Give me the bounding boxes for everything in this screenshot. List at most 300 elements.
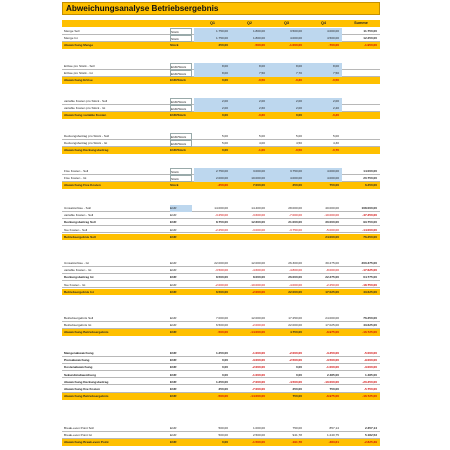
row-label: Abweichung Fixe Kosten <box>64 183 101 188</box>
value-cell-q4[interactable]: -10.000,00 <box>324 213 339 218</box>
value-cell-q1[interactable]: 7.000,00 <box>215 316 228 320</box>
row-label: Break-even Point Soll <box>64 426 94 430</box>
sum-cell: 2.357,14 <box>364 426 377 430</box>
table-row <box>62 227 380 234</box>
table-row <box>62 372 380 379</box>
value-cell-q4[interactable]: 750,00 <box>329 387 339 391</box>
table-row <box>62 42 380 49</box>
value-cell-q1[interactable]: 250,00 <box>218 43 228 48</box>
row-label: Kostenabweichung <box>64 365 93 370</box>
value-cell-q4[interactable]: 30.000,00 <box>325 220 339 225</box>
value-cell-q1[interactable]: 250,00 <box>218 387 228 391</box>
table-row <box>62 425 380 432</box>
value-cell-q2[interactable]: -3.600,00 <box>251 213 265 218</box>
sum-cell: 93.750,00 <box>363 220 377 225</box>
value-cell-q4[interactable]: 4.000,00 <box>305 175 342 182</box>
unit-cell: EUR <box>170 440 177 445</box>
value-cell-q2[interactable]: -1,00 <box>257 148 265 153</box>
row-label: Abweichung variable Kosten <box>64 113 107 118</box>
value-cell-q1[interactable]: 0,00 <box>221 78 228 83</box>
value-cell-q1[interactable]: 8,00 <box>194 63 231 70</box>
value-cell-q3[interactable]: 3.500,00 <box>268 28 305 35</box>
value-cell-q2[interactable]: 1.800,00 <box>231 28 268 35</box>
value-cell-q3[interactable]: -7.000,00 <box>288 213 302 218</box>
unit-cell: EUR/Stück <box>170 98 192 105</box>
unit-cell: EUR <box>170 268 177 273</box>
table-row <box>62 322 380 329</box>
row-label: Abweichung Menge <box>64 43 94 48</box>
column-header-row <box>62 20 380 27</box>
sum-cell: -1.950,00 <box>363 43 377 48</box>
table-row <box>62 112 380 119</box>
value-cell-q3[interactable]: -0,30 <box>294 78 302 83</box>
row-label: Preisabweichung <box>64 358 90 363</box>
row-label: Betriebsergebnis Ist <box>64 289 94 294</box>
value-cell-q3[interactable]: 5,00 <box>295 134 302 138</box>
value-cell-q1[interactable]: 500,00 <box>218 426 228 430</box>
row-label: Erlöse pro Stück - Ist <box>64 71 93 76</box>
column-header-q1: Q1 <box>209 21 216 25</box>
value-cell-q3[interactable]: 28.000,00 <box>288 206 302 210</box>
unit-cell: EUR <box>170 358 177 363</box>
column-header-sum: Summe <box>354 21 368 25</box>
value-cell-q2[interactable]: 12.600,00 <box>251 220 265 225</box>
unit-cell: EUR <box>170 351 177 355</box>
unit-cell: EUR/Stück <box>170 70 192 77</box>
row-label: Deckungsbeitrag pro Stück - Soll <box>64 134 110 138</box>
row-label: variable Kosten - Ist <box>64 268 92 273</box>
value-cell-q2[interactable]: 7,50 <box>231 70 268 77</box>
value-cell-q3[interactable]: -4.500,00 <box>288 379 302 384</box>
value-cell-q1[interactable]: 2,00 <box>194 98 231 105</box>
sum-cell: 1.485,00 <box>364 372 377 377</box>
row-label: Menge Soll <box>64 29 80 33</box>
value-cell-q3[interactable]: 22.000,00 <box>288 289 302 294</box>
row-label: Sekundärabweichung <box>64 372 96 377</box>
value-cell-q3[interactable]: 0,00 <box>295 372 302 377</box>
value-cell-q2[interactable]: -10.000,00 <box>250 282 265 287</box>
sum-cell: -5.750,00 <box>363 387 377 391</box>
sum-cell: 108.000,00 <box>361 206 377 210</box>
table-row <box>62 63 380 70</box>
row-label: Deckungsbeitrag Soll <box>64 220 96 225</box>
value-cell-q4[interactable]: 5,00 <box>332 134 339 138</box>
value-cell-q1[interactable]: 2.750,00 <box>194 168 231 175</box>
value-cell-q1[interactable]: -3.250,00 <box>214 213 228 218</box>
sum-cell: 200.375,00 <box>361 261 377 265</box>
table-row <box>62 364 380 371</box>
value-cell-q3[interactable]: 4.000,00 <box>268 175 305 182</box>
table-row <box>62 260 380 267</box>
row-label: Deckungsbeitrag pro Stück - Ist <box>64 141 108 146</box>
value-cell-q2[interactable]: 1.000,00 <box>252 426 265 430</box>
unit-cell: EUR <box>170 426 177 430</box>
value-cell-q4[interactable]: 30.275,00 <box>325 261 339 265</box>
value-cell-q3[interactable]: 4,50 <box>295 141 302 146</box>
unit-cell: Stück <box>170 183 179 188</box>
table-row <box>62 393 380 400</box>
value-cell-q3[interactable]: 26.000,00 <box>288 275 302 280</box>
unit-cell: EUR/Stück <box>170 63 192 70</box>
value-cell-q2[interactable]: -7.000,00 <box>251 387 265 391</box>
value-cell-q1[interactable]: 8,00 <box>194 70 231 77</box>
row-label: Mengenabweichung <box>64 351 94 355</box>
value-cell-q3[interactable]: 250,00 <box>292 387 302 391</box>
value-cell-q3[interactable]: 22.000,00 <box>288 323 302 328</box>
value-cell-q1[interactable]: 5,00 <box>221 141 228 146</box>
sum-cell: -14.000,00 <box>362 227 377 232</box>
unit-cell: EUR <box>170 205 192 212</box>
sum-cell: -16.725,00 <box>362 394 377 399</box>
value-cell-q3[interactable]: 250,00 <box>292 183 302 188</box>
sum-cell <box>342 147 380 154</box>
value-cell-q2[interactable]: -14.000,00 <box>250 394 265 399</box>
value-cell-q2[interactable]: 12.000,00 <box>251 261 265 265</box>
row-label: Break-even Point Ist <box>64 433 92 438</box>
value-cell-q3[interactable]: 21.000,00 <box>288 220 302 225</box>
table-row <box>62 234 380 241</box>
value-cell-q2[interactable]: 10.000,00 <box>231 175 268 182</box>
value-cell-q3[interactable]: 2,00 <box>268 98 305 105</box>
table-row <box>62 147 380 154</box>
value-cell-q3[interactable]: 941,78 <box>292 433 302 438</box>
unit-cell: EUR/Stück <box>170 105 192 112</box>
table-row <box>62 386 380 393</box>
table-row <box>62 350 380 357</box>
value-cell-q2[interactable]: -7.000,00 <box>251 379 265 384</box>
value-cell-q1[interactable]: 2.000,00 <box>194 175 231 182</box>
value-cell-q3[interactable] <box>268 234 305 241</box>
value-cell-q2[interactable]: -4.600,00 <box>251 268 265 273</box>
value-cell-q1[interactable]: 1.250,00 <box>215 379 228 384</box>
value-cell-q2[interactable]: -3.000,00 <box>251 227 265 232</box>
value-cell-q4[interactable]: -10.000,00 <box>324 379 339 384</box>
value-cell-q3[interactable]: 26.300,00 <box>288 261 302 265</box>
sum-cell: -16.725,00 <box>362 330 377 335</box>
sum-cell <box>342 98 380 105</box>
row-label: variable Kosten pro Stück - Ist <box>64 106 106 111</box>
unit-cell: EUR <box>170 234 177 239</box>
value-cell-q1[interactable]: 1.750,00 <box>194 28 231 35</box>
table-row <box>62 70 380 77</box>
unit-cell: EUR <box>170 323 177 328</box>
sum-cell: 20.750,00 <box>363 176 377 181</box>
sum-cell <box>342 140 380 147</box>
row-label: fixe Kosten - Ist <box>64 282 86 287</box>
value-cell-q4[interactable]: 17.025,00 <box>325 289 339 294</box>
value-cell-q4[interactable]: 2,00 <box>305 98 342 105</box>
value-cell-q4[interactable]: 7,50 <box>305 70 342 77</box>
unit-cell: EUR <box>170 227 177 232</box>
value-cell-q4[interactable]: -700,00 <box>328 43 339 48</box>
value-cell-q4[interactable]: 17.025,00 <box>325 323 339 328</box>
value-cell-q4[interactable]: 24.000,00 <box>325 316 339 320</box>
sum-cell: -2.825,39 <box>363 440 377 445</box>
value-cell-q4[interactable]: -0,20 <box>331 113 339 118</box>
unit-cell: EUR <box>170 365 177 370</box>
row-label: variable Kosten pro Stück - Soll <box>64 99 108 103</box>
table-row <box>62 28 380 35</box>
unit-cell: EUR/Stück <box>170 133 192 140</box>
value-cell-q2[interactable]: -14.000,00 <box>250 330 265 335</box>
row-label: variable Kosten - Soll <box>64 213 94 218</box>
column-header-q2: Q2 <box>246 21 253 25</box>
value-cell-q4[interactable]: -0,70 <box>331 148 339 153</box>
row-label: Menge Ist <box>64 36 78 41</box>
value-cell-q2[interactable]: 2,00 <box>231 98 268 105</box>
sum-cell: 11.750,00 <box>363 29 377 33</box>
value-cell-q3[interactable]: -2.000,00 <box>288 351 302 355</box>
value-cell-q3[interactable]: -191,78 <box>291 440 302 445</box>
table-row <box>62 379 380 386</box>
value-cell-q1[interactable]: -500,00 <box>217 394 228 399</box>
value-cell-q1[interactable]: 0,00 <box>221 113 228 118</box>
value-cell-q3[interactable]: 7,70 <box>268 70 305 77</box>
value-cell-q3[interactable]: -1.000,00 <box>288 43 302 48</box>
value-cell-q2[interactable] <box>231 234 268 241</box>
sum-cell: -20.250,00 <box>362 379 377 384</box>
table-row <box>62 212 380 219</box>
row-label: Abweichung Deckungsbeitrag <box>64 148 109 153</box>
unit-cell: EUR <box>170 289 177 294</box>
value-cell-q4[interactable]: 4.000,00 <box>305 168 342 175</box>
value-cell-q3[interactable]: 0,00 <box>295 365 302 370</box>
sum-cell: 14.000,00 <box>363 169 377 173</box>
row-label: Betriebsergebnis Ist <box>64 323 92 328</box>
row-label: Fixe Kosten - Ist <box>64 176 87 181</box>
sum-cell: 43.625,00 <box>363 289 377 294</box>
value-cell-q2[interactable]: 2,60 <box>231 105 268 112</box>
row-label: Betriebsergebnis Soll <box>64 234 96 239</box>
row-label: Erlöse pro Stück - Soll <box>64 64 95 68</box>
table-row <box>62 282 380 289</box>
value-cell-q4[interactable]: 857,14 <box>329 426 339 430</box>
column-header-q4: Q4 <box>320 21 327 25</box>
value-cell-q4[interactable]: -8.000,00 <box>325 268 339 273</box>
value-cell-q4[interactable]: 2.485,00 <box>326 372 339 377</box>
value-cell-q1[interactable]: 1.750,00 <box>194 35 231 42</box>
table-row <box>62 432 380 439</box>
value-cell-q3[interactable]: -4.800,00 <box>288 268 302 273</box>
unit-cell: Stück <box>170 175 192 182</box>
value-cell-q1[interactable] <box>194 234 231 241</box>
unit-cell: Stück <box>170 35 192 42</box>
table-row <box>62 98 380 105</box>
value-cell-q3[interactable]: 750,00 <box>292 426 302 430</box>
sum-cell: 12.250,00 <box>363 36 377 41</box>
value-cell-q2[interactable]: 7.000,00 <box>252 183 265 188</box>
value-cell-q2[interactable]: -0,50 <box>257 78 265 83</box>
row-label: Abweichung Erlöse <box>64 78 93 83</box>
table-row <box>62 77 380 84</box>
unit-cell: EUR <box>170 433 177 438</box>
table-row <box>62 357 380 364</box>
row-label: Abweichung Break-even Point <box>64 440 109 445</box>
value-cell-q4[interactable]: -2.250,00 <box>325 282 339 287</box>
value-cell-q3[interactable]: -4.000,00 <box>288 282 302 287</box>
table-row <box>62 329 380 336</box>
value-cell-q1[interactable]: 0,00 <box>221 372 228 377</box>
row-label: Betriebsergebnis Soll <box>64 316 94 320</box>
row-label: Deckungsbeitrag Ist <box>64 275 94 280</box>
value-cell-q2[interactable]: 3.000,00 <box>231 168 268 175</box>
value-cell-q1[interactable]: 14.000,00 <box>214 206 228 210</box>
value-cell-q2[interactable]: -2.000,00 <box>251 289 265 294</box>
sum-cell: -17.625,00 <box>362 268 377 273</box>
value-cell-q1[interactable]: 500,00 <box>218 433 228 438</box>
sum-cell: -5.000,00 <box>363 351 377 355</box>
row-label: Fixe Kosten - Soll <box>64 169 89 173</box>
value-cell-q3[interactable]: 750,00 <box>292 394 302 399</box>
value-cell-q2[interactable]: -1.000,00 <box>251 351 265 355</box>
value-cell-q4[interactable]: 2,20 <box>305 105 342 112</box>
sum-cell: 43.625,00 <box>363 323 377 328</box>
table-row <box>62 219 380 226</box>
unit-cell: EUR/Stück <box>170 78 186 83</box>
value-cell-q1[interactable]: 0,00 <box>221 358 228 363</box>
value-cell-q4[interactable]: -383,61 <box>328 440 339 445</box>
value-cell-q4[interactable]: -1.000,00 <box>325 365 339 370</box>
sum-cell: -47.250,00 <box>362 213 377 218</box>
value-cell-q2[interactable]: 1.800,00 <box>231 35 268 42</box>
value-cell-q4[interactable]: 4.500,00 <box>305 35 342 42</box>
unit-cell: Stück <box>170 28 192 35</box>
value-cell-q4[interactable]: -3.500,00 <box>325 358 339 363</box>
value-cell-q1[interactable]: 22.000,00 <box>214 261 228 265</box>
sum-cell: -3.000,00 <box>363 365 377 370</box>
table-row <box>62 168 380 175</box>
unit-cell: EUR <box>170 372 177 377</box>
value-cell-q2[interactable]: -3.000,00 <box>251 358 265 363</box>
sum-cell: 64.775,00 <box>363 275 377 280</box>
value-cell-q2[interactable]: 12.000,00 <box>251 316 265 320</box>
sum-cell <box>342 112 380 119</box>
sum-cell <box>342 63 380 70</box>
value-cell-q2[interactable]: 8,00 <box>231 63 268 70</box>
unit-cell: EUR <box>170 394 177 399</box>
value-cell-q1[interactable]: 2,00 <box>194 105 231 112</box>
value-cell-q1[interactable]: -3.500,00 <box>214 268 228 273</box>
value-cell-q4[interactable]: 4.000,00 <box>305 28 342 35</box>
value-cell-q3[interactable]: -0,50 <box>294 148 302 153</box>
table-row <box>62 267 380 274</box>
value-cell-q4[interactable]: 1.240,75 <box>326 433 339 438</box>
value-cell-q1[interactable]: 6.500,00 <box>215 323 228 328</box>
sheet-title: Abweichungsanalyse Betriebsergebnis <box>62 2 380 15</box>
unit-cell: EUR <box>170 316 177 320</box>
value-cell-q1[interactable]: 5,00 <box>221 134 228 138</box>
value-cell-q2[interactable]: 4,00 <box>258 141 265 146</box>
unit-cell: EUR/Stück <box>170 140 192 147</box>
unit-cell: EUR <box>170 387 177 391</box>
table-row <box>62 289 380 296</box>
value-cell-q4[interactable]: 22.275,00 <box>325 275 339 280</box>
value-cell-q2[interactable]: 2.500,00 <box>252 433 265 438</box>
row-label: Abweichung Betriebsergebnis <box>64 330 109 335</box>
value-cell-q4[interactable]: -6.975,00 <box>325 394 339 399</box>
sum-cell <box>342 70 380 77</box>
value-cell-q1[interactable]: 0,00 <box>221 440 228 445</box>
value-cell-q2[interactable]: -2.000,00 <box>251 365 265 370</box>
value-cell-q1[interactable]: 6.500,00 <box>215 289 228 294</box>
value-cell-q1[interactable]: 1.250,00 <box>215 351 228 355</box>
table-row <box>62 175 380 182</box>
value-cell-q3[interactable]: -2.500,00 <box>288 358 302 363</box>
value-cell-q2[interactable]: -1.500,00 <box>251 440 265 445</box>
sum-cell: -9.000,00 <box>363 358 377 363</box>
value-cell-q3[interactable]: 2,00 <box>268 105 305 112</box>
unit-cell: EUR <box>170 379 177 384</box>
value-cell-q1[interactable]: 0,00 <box>221 148 228 153</box>
table-row <box>62 140 380 147</box>
value-cell-q3[interactable]: 17.250,00 <box>288 316 302 320</box>
row-label: Abweichung Betriebsergebnis <box>64 394 109 399</box>
value-cell-q1[interactable]: 0,00 <box>221 365 228 370</box>
value-cell-q2[interactable]: -1.000,00 <box>251 372 265 377</box>
value-cell-q1[interactable]: -2.000,00 <box>214 282 228 287</box>
value-cell-q4[interactable]: -6.975,00 <box>325 330 339 335</box>
value-cell-q1[interactable]: -2.250,00 <box>214 227 228 232</box>
row-label: Umsatzerlöse - Ist <box>64 261 89 265</box>
value-cell-q1[interactable]: -500,00 <box>217 330 228 335</box>
value-cell-q3[interactable]: 8,00 <box>268 63 305 70</box>
value-cell-q4[interactable]: -0,50 <box>331 78 339 83</box>
value-cell-q4[interactable]: -5.000,00 <box>325 227 339 232</box>
value-cell-q4[interactable]: 750,00 <box>329 183 339 188</box>
unit-cell: EUR <box>170 213 177 218</box>
value-cell-q2[interactable]: -500,00 <box>254 43 265 48</box>
value-cell-q1[interactable]: -250,00 <box>217 183 228 188</box>
value-cell-q3[interactable]: 0,00 <box>295 113 302 118</box>
table-row <box>62 182 380 189</box>
value-cell-q3[interactable]: 4.000,00 <box>268 35 305 42</box>
sum-cell: 5.182,53 <box>364 433 377 438</box>
value-cell-q1[interactable]: 8.500,00 <box>215 275 228 280</box>
table-row <box>62 439 380 446</box>
value-cell-q4[interactable]: 8,00 <box>305 63 342 70</box>
unit-cell: EUR/Stück <box>170 148 186 153</box>
value-cell-q4[interactable]: 24.000,00 <box>325 234 339 239</box>
column-header-q3: Q3 <box>283 21 290 25</box>
sum-cell: -18.750,00 <box>362 282 377 287</box>
sum-cell <box>342 77 380 84</box>
value-cell-q2[interactable]: 8.000,00 <box>252 275 265 280</box>
value-cell-q1[interactable]: 8.750,00 <box>215 220 228 225</box>
table-row <box>62 133 380 140</box>
row-label: fixe Kosten - Soll <box>64 227 88 232</box>
row-label: Abweichung Deckungsbeitrag <box>64 379 109 384</box>
unit-cell: Stück <box>170 43 179 48</box>
table-row <box>62 274 380 281</box>
unit-cell: EUR/Stück <box>170 113 186 118</box>
sum-cell: 76.250,00 <box>363 234 377 239</box>
value-cell-q4[interactable]: -3.250,00 <box>325 351 339 355</box>
sum-cell <box>342 133 380 140</box>
value-cell-q3[interactable]: -3.750,00 <box>288 227 302 232</box>
unit-cell: EUR <box>170 261 177 265</box>
sum-cell: 6.250,00 <box>364 183 377 188</box>
value-cell-q3[interactable]: 3.750,00 <box>268 168 305 175</box>
value-cell-q4[interactable]: 40.000,00 <box>325 206 339 210</box>
unit-cell: Stück <box>170 168 192 175</box>
value-cell-q2[interactable]: 5,00 <box>258 134 265 138</box>
value-cell-q2[interactable]: -0,60 <box>257 113 265 118</box>
value-cell-q3[interactable]: 4.750,00 <box>289 330 302 335</box>
value-cell-q2[interactable]: -2.000,00 <box>251 323 265 328</box>
unit-cell: EUR <box>170 220 177 225</box>
value-cell-q4[interactable]: 4,30 <box>332 141 339 146</box>
value-cell-q2[interactable]: 14.400,00 <box>251 206 265 210</box>
